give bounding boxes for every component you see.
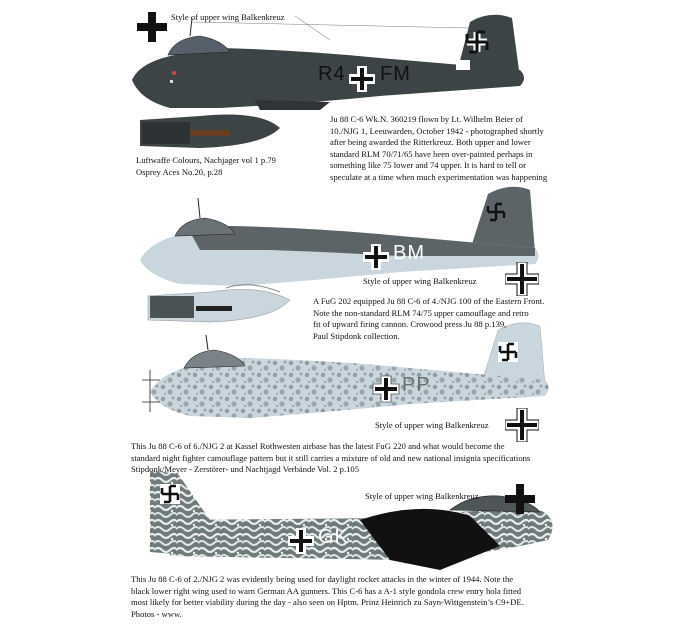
- panel4-wing-balkenkreuz-icon: [505, 484, 535, 519]
- caption-line: most likely for better viability during the day - also seen on Hptm. Prinz Heinrich zu Sayn-Wittgenstein’s C9+DE.: [131, 597, 524, 608]
- panel2-code-right: BM: [393, 242, 425, 264]
- panel4-code-right: GK: [318, 526, 349, 548]
- panel2-aircraft: [140, 187, 539, 286]
- caption-line: Stipdonk/Meyer - Zerstörer- und Nachtjagd Verbände Vol. 2 p.105: [131, 464, 359, 475]
- panel1-code-right: FM: [380, 63, 411, 85]
- panel1-insert: [140, 115, 280, 149]
- panel2-insert: [148, 285, 290, 322]
- panel1-wing-balkenkreuz-icon: [137, 12, 167, 47]
- panel4-fin-swastika-icon: [160, 484, 180, 504]
- caption-line: standard RLM 70/71/65 have been over-painted perhaps in: [330, 148, 533, 159]
- caption-line: This Ju 88 C-6 of 2./NJG 2 was evidently being used for daylight rocket attacks in the winter of 1944. Note the: [131, 574, 514, 584]
- caption-line: Ju 88 C-6 Wk.N. 360219 flown by Lt. Wilhelm Beier of: [330, 114, 523, 124]
- panel4-caption: [131, 574, 524, 620]
- caption-line: standard night fighter camouflage pattern but it still carries a mixture of old and new national insignia specifications: [131, 452, 531, 463]
- caption-line: something like 75 lower and 74 upper. It is hard to tell or: [330, 160, 526, 171]
- caption-line: Paul Stipdonk collection.: [313, 330, 400, 341]
- panel2-wing-label: Style of upper wing Balkenkreuz: [363, 276, 477, 286]
- caption-line: Note the non-standard RLM 74/75 upper camouflage and retro: [313, 307, 529, 318]
- panel4-wing-label: Style of upper wing Balkenkreuz: [365, 491, 479, 501]
- caption-line: after being awarded the Ritterkreuz. Both upper and lower: [330, 137, 531, 148]
- caption-line: fit of upward firing cannon. Crowood press Ju 88 p.139,: [313, 319, 507, 330]
- source-line: Osprey Aces No.20, p.28: [136, 166, 223, 177]
- panel1-wing-label: Style of upper wing Balkenkreuz: [171, 12, 285, 22]
- panel3-fin-swastika-icon: [498, 342, 518, 362]
- caption-line: speculate at a time when much experimentation was happening: [330, 171, 548, 182]
- panel3-caption: [131, 441, 530, 476]
- caption-line: This Ju 88 C-6 of 6./NJG 2 at Kassel Rothwesten airbase has the latest FuG 220 and what would become the: [131, 441, 505, 451]
- panel2-caption: [313, 296, 544, 342]
- caption-line: black lower right wing used to warn German AA gunners. This C-6 has a A-1 style gondola crew entry hola fitted: [131, 585, 522, 596]
- caption-line: Photos - www.: [131, 608, 182, 619]
- panel4-aircraft: [150, 470, 553, 570]
- caption-line: 10./NJG 1, Leeuwarden, October 1942 - photographed shortly: [330, 125, 544, 136]
- source-line: Luftwaffe Colours, Nachjager vol 1 p.79: [136, 155, 276, 165]
- caption-line: A FuG 202 equipped Ju 88 C-6 of 4./NJG 100 of the Eastern Front.: [313, 296, 545, 306]
- panel3-wing-label: Style of upper wing Balkenkreuz: [375, 420, 489, 430]
- panel1-caption: [330, 114, 547, 184]
- panel1-code-left: R4: [318, 63, 346, 85]
- panel3-code-right: PP: [402, 374, 431, 396]
- panel1-sources: [136, 155, 276, 178]
